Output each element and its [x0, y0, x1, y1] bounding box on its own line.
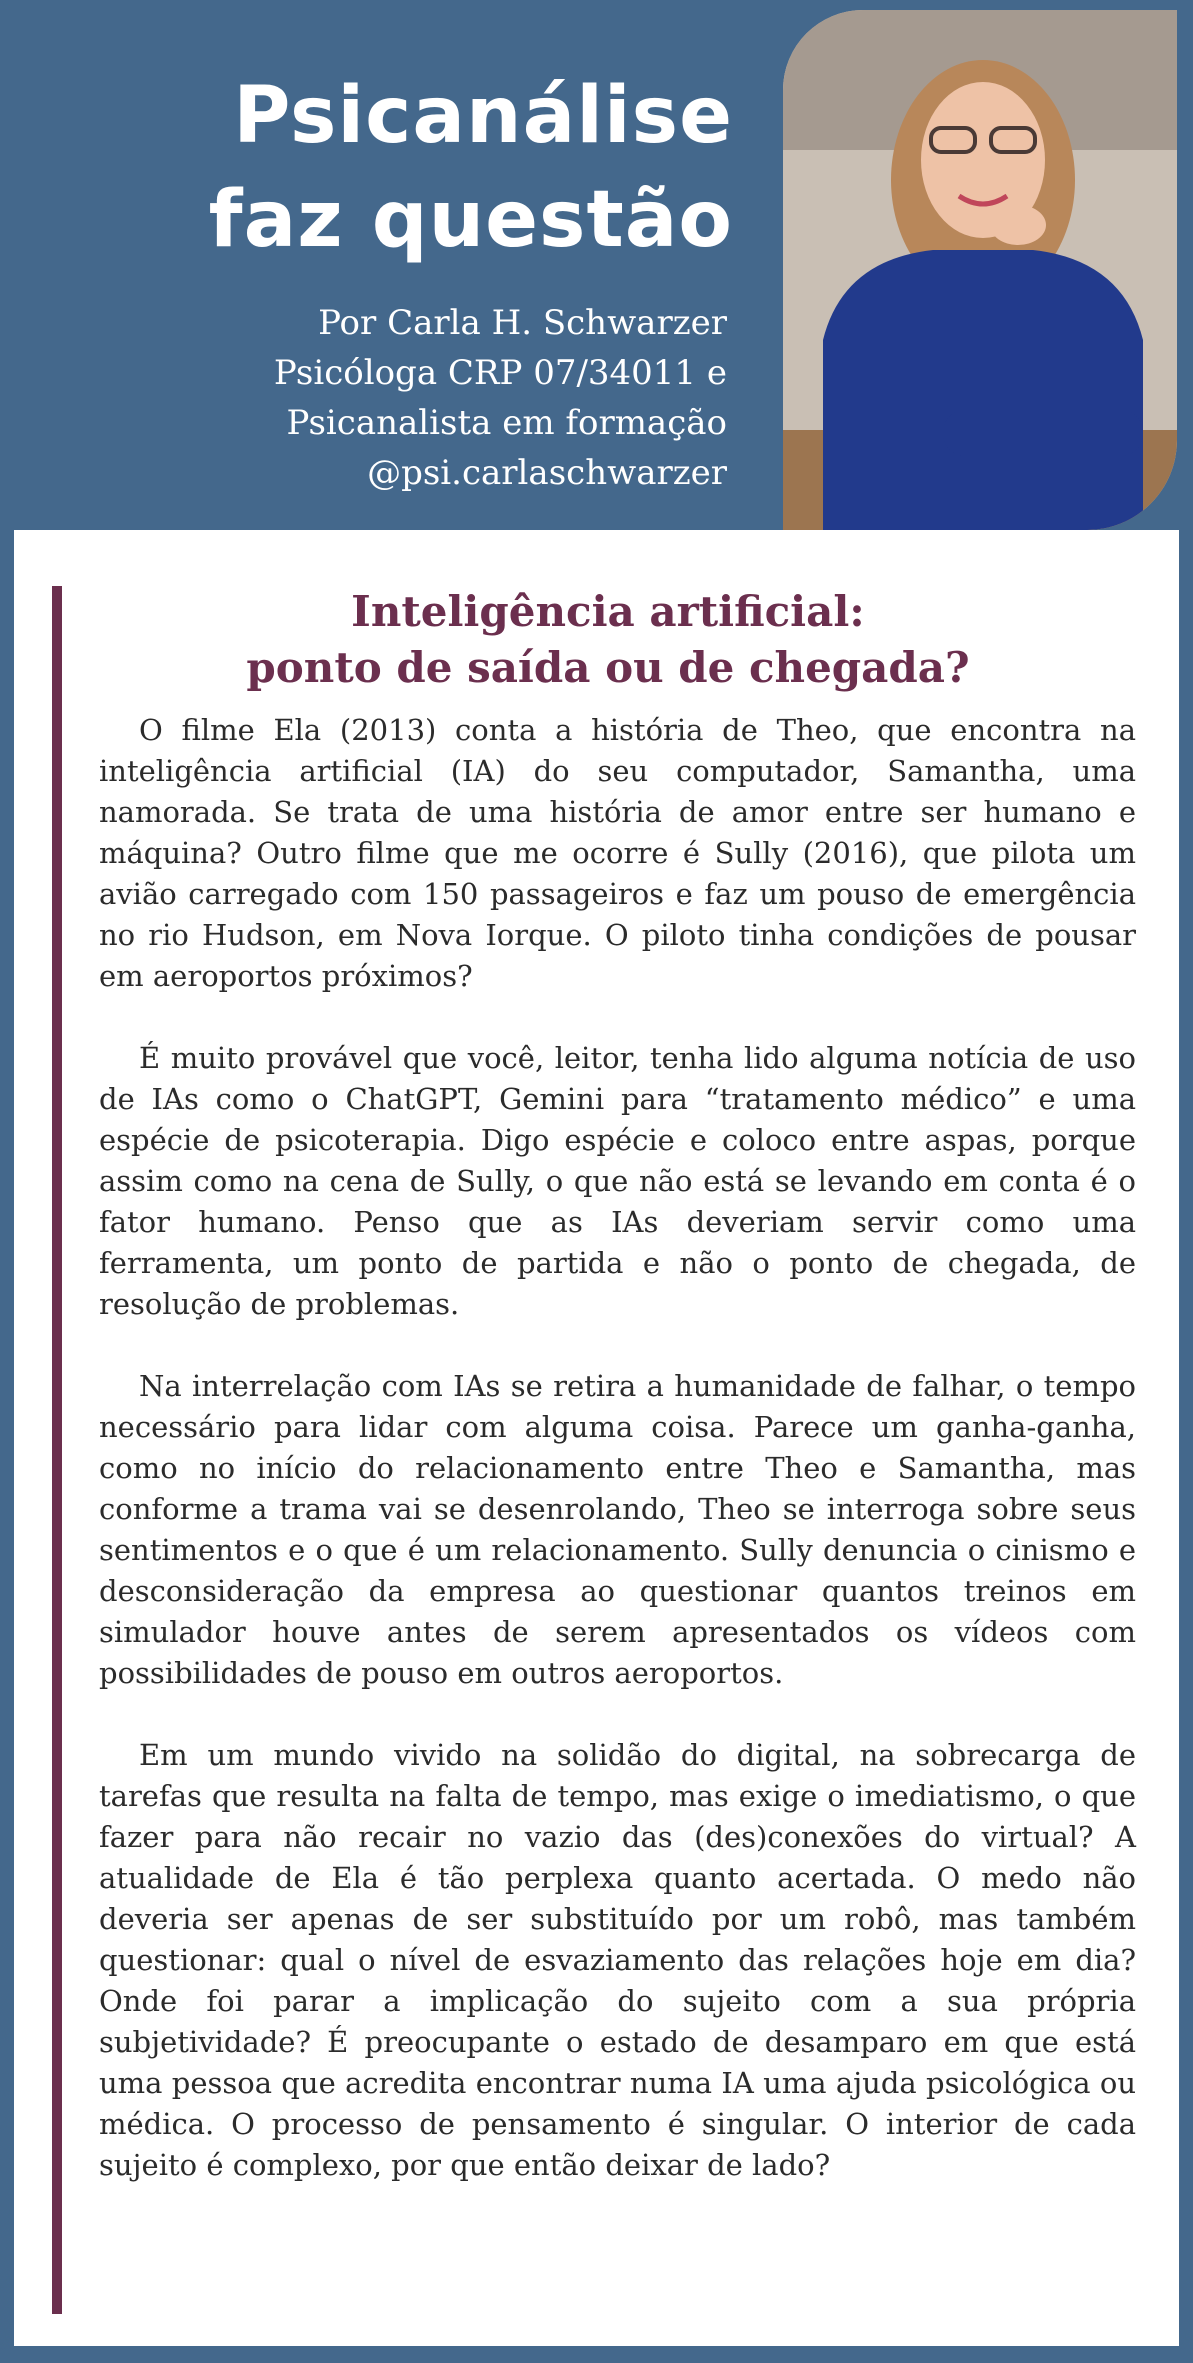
headline-line-1: Inteligência artificial:	[351, 587, 865, 636]
column-title-line-2: faz questão	[208, 175, 733, 265]
author-credential: Psicóloga CRP 07/34011 e	[273, 353, 727, 393]
paragraph: Na interrelação com IAs se retira a humanidade de falhar, o tempo necessário para lidar com alguma coisa. Parece um ganha-ganha, como no início do relacionamento entre Theo e Samantha, mas conforme a trama vai se desenrolando, Theo se interroga sobre seus sentimentos e o que é um relacionamento. Sully denuncia o cinismo e desconsideração da empresa ao questionar quantos treinos em simulador houve antes de serem apresentados os vídeos com possibilidades de pouso em outros aeroportos.	[99, 1369, 1136, 1690]
article-headline	[74, 584, 1142, 696]
author-training: Psicanalista em formação	[286, 403, 727, 443]
author-handle: @psi.carlaschwarzer	[367, 453, 727, 493]
paragraph: Em um mundo vivido na solidão do digital, na sobrecarga de tarefas que resulta na falta de tempo, mas exige o imediatismo, o que fazer para não recair no vazio das (des)conexões do virtual? A atualidade de Ela é tão perplexa quanto acertada. O medo não deveria ser apenas de ser substituído por um robô, mas também questionar: qual o nível de esvaziamento das relações hoje em dia? Onde foi parar a implicação do sujeito com a sua própria subjetividade? É preocupante o estado de desamparo em que está uma pessoa que acredita encontrar numa IA uma ajuda psicológica ou médica. O processo de pensamento é singular. O interior de cada sujeito é complexo, por que então deixar de lado?	[99, 1738, 1136, 2182]
author-photo	[783, 10, 1177, 530]
column-title	[33, 64, 733, 272]
article-card	[14, 530, 1179, 2346]
article-body	[99, 710, 1136, 2227]
paragraph: É muito provável que você, leitor, tenha lido alguma notícia de uso de IAs como o ChatGPT, Gemini para “tratamento médico” e uma espécie de psicoterapia. Digo espécie e coloco entre aspas, porque assim como na cena de Sully, o que não está se levando em conta é o fator humano. Penso que as IAs deveriam servir como uma ferramenta, um ponto de partida e não o ponto de chegada, de resolução de problemas.	[99, 1041, 1136, 1321]
paragraph: O filme Ela (2013) conta a história de Theo, que encontra na inteligência artificial (IA) do seu computador, Samantha, uma namorada. Se trata de uma história de amor entre ser humano e máquina? Outro filme que me ocorre é Sully (2016), que pilota um avião carregado com 150 passageiros e faz um pouso de emergência no rio Hudson, em Nova Iorque. O piloto tinha condições de pousar em aeroportos próximos?	[99, 713, 1136, 993]
column-title-line-1: Psicanálise	[233, 71, 733, 161]
headline-line-2: ponto de saída ou de chegada?	[246, 643, 970, 692]
header-banner	[0, 0, 1193, 530]
accent-bar	[52, 586, 62, 2314]
author-byline	[27, 298, 727, 498]
author-name: Por Carla H. Schwarzer	[318, 303, 727, 343]
